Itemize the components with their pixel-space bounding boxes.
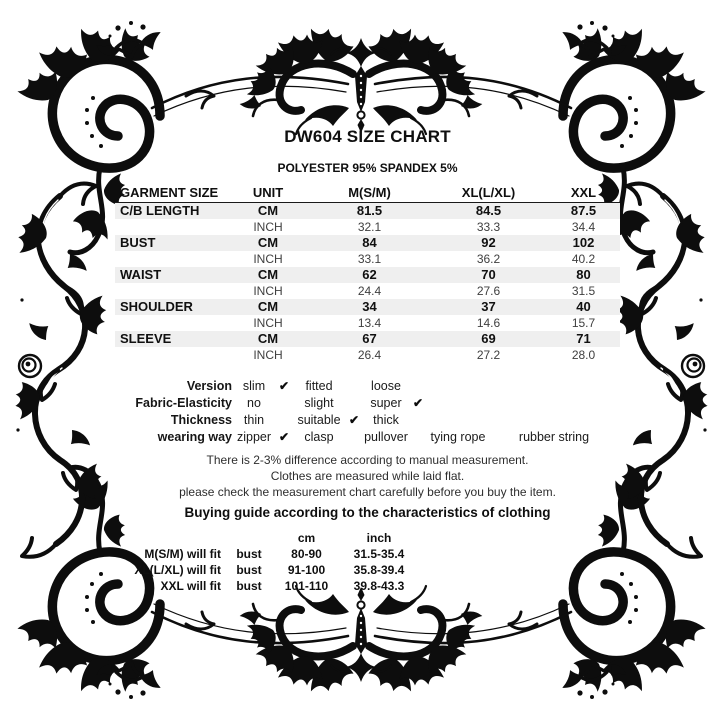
unit-cell: INCH: [227, 347, 309, 363]
value-cell: 102: [547, 235, 620, 251]
value-cell: 69: [430, 331, 547, 347]
attribute-option: super: [370, 395, 402, 410]
unit-cell: INCH: [227, 219, 309, 235]
value-cell: 70: [430, 267, 547, 283]
col-header-garment-size: GARMENT SIZE: [115, 184, 227, 203]
table-row: [115, 267, 620, 283]
page-title: DW604 SIZE CHART: [284, 127, 451, 146]
note-line: please check the measurement chart carefully before you buy the item.: [179, 485, 556, 499]
attribute-option: thick: [373, 412, 399, 427]
row-label: C/B LENGTH: [115, 203, 227, 220]
fit-cm-cell: 80-90: [291, 547, 322, 561]
note-line: There is 2-3% difference according to manual measurement.: [206, 453, 529, 467]
value-cell: 84.5: [430, 203, 547, 220]
fit-inch-cell: 35.8-39.4: [353, 563, 405, 577]
fit-table-header-row: [115, 530, 418, 546]
table-row: [115, 251, 620, 267]
check-icon: ✔: [412, 395, 424, 410]
table-row: [115, 347, 620, 363]
fit-inch-cell: 39.8-43.3: [353, 579, 405, 593]
unit-cell: INCH: [227, 315, 309, 331]
unit-cell: CM: [227, 267, 309, 283]
attribute-option: no: [247, 395, 261, 410]
value-cell: 40.2: [547, 251, 620, 267]
row-label: BUST: [115, 235, 227, 251]
attribute-label: Thickness: [170, 412, 232, 427]
value-cell: 67: [309, 331, 430, 347]
note-line: Clothes are measured while laid flat.: [270, 469, 465, 483]
size-table-header-row: [115, 184, 620, 203]
col-header-xl: XL(L/XL): [430, 184, 547, 203]
value-cell: 13.4: [309, 315, 430, 331]
fit-row-label: XL(L/XL) will fit: [134, 563, 221, 577]
row-label: [115, 283, 227, 299]
attribute-label: Fabric-Elasticity: [135, 395, 232, 410]
value-cell: 28.0: [547, 347, 620, 363]
unit-cell: INCH: [227, 251, 309, 267]
measurement-notes: [115, 452, 620, 520]
attribute-row-elasticity: [115, 394, 620, 411]
value-cell: 92: [430, 235, 547, 251]
row-label: [115, 347, 227, 363]
fit-cm-cell: 91-100: [287, 563, 326, 577]
fit-part-cell: bust: [236, 579, 262, 593]
value-cell: 36.2: [430, 251, 547, 267]
fabric-subtitle: POLYESTER 95% SPANDEX 5%: [277, 161, 458, 175]
value-cell: 33.3: [430, 219, 547, 235]
chart-content: [115, 0, 620, 720]
fit-part-cell: bust: [236, 563, 262, 577]
attribute-section: [115, 377, 620, 445]
unit-cell: CM: [227, 299, 309, 315]
empty-cell: [115, 530, 225, 546]
value-cell: 26.4: [309, 347, 430, 363]
fit-guide-table: [115, 530, 418, 594]
check-icon: ✔: [278, 378, 290, 393]
attribute-option: slim: [242, 378, 266, 393]
unit-cell: CM: [227, 203, 309, 220]
value-cell: 80: [547, 267, 620, 283]
value-cell: 81.5: [309, 203, 430, 220]
value-cell: 27.2: [430, 347, 547, 363]
fit-part-cell: bust: [236, 547, 262, 561]
attribute-row-thickness: [115, 411, 620, 428]
size-table: [115, 184, 620, 363]
attribute-option: slight: [304, 395, 334, 410]
value-cell: 15.7: [547, 315, 620, 331]
attribute-row-version: [115, 377, 620, 394]
row-label: [115, 219, 227, 235]
check-icon: ✔: [348, 412, 360, 427]
check-icon: ✔: [278, 429, 290, 444]
unit-cell: CM: [227, 235, 309, 251]
table-row: [115, 562, 418, 578]
col-header-cm: cm: [297, 531, 316, 545]
attribute-option: tying rope: [430, 429, 486, 444]
attribute-label: wearing way: [157, 429, 232, 444]
value-cell: 34.4: [547, 219, 620, 235]
attribute-option: zipper: [236, 429, 272, 444]
row-label: WAIST: [115, 267, 227, 283]
attribute-option: fitted: [305, 378, 333, 393]
value-cell: 33.1: [309, 251, 430, 267]
col-header-xxl: XXL: [547, 184, 620, 203]
value-cell: 37: [430, 299, 547, 315]
table-row: [115, 219, 620, 235]
table-row: [115, 315, 620, 331]
table-row: [115, 299, 620, 315]
row-label: [115, 251, 227, 267]
attribute-option: loose: [371, 378, 401, 393]
fit-row-label: XXL will fit: [160, 579, 221, 593]
value-cell: 24.4: [309, 283, 430, 299]
table-row: [115, 331, 620, 347]
value-cell: 14.6: [430, 315, 547, 331]
attribute-option: rubber string: [518, 429, 590, 444]
value-cell: 87.5: [547, 203, 620, 220]
table-row: [115, 235, 620, 251]
col-header-unit: UNIT: [227, 184, 309, 203]
value-cell: 27.6: [430, 283, 547, 299]
table-row: [115, 578, 418, 594]
fit-inch-cell: 31.5-35.4: [353, 547, 405, 561]
attribute-option: clasp: [304, 429, 334, 444]
table-row: [115, 546, 418, 562]
value-cell: 71: [547, 331, 620, 347]
value-cell: 34: [309, 299, 430, 315]
attribute-label: Version: [186, 378, 232, 393]
row-label: SHOULDER: [115, 299, 227, 315]
row-label: [115, 315, 227, 331]
unit-cell: INCH: [227, 283, 309, 299]
col-header-m: M(S/M): [309, 184, 430, 203]
row-label: SLEEVE: [115, 331, 227, 347]
buying-guide-title: Buying guide according to the characteristics of clothing: [184, 505, 551, 520]
value-cell: 31.5: [547, 283, 620, 299]
col-header-inch: inch: [366, 531, 392, 545]
attribute-option: thin: [243, 412, 265, 427]
value-cell: 84: [309, 235, 430, 251]
value-cell: 62: [309, 267, 430, 283]
empty-cell: [225, 530, 273, 546]
unit-cell: CM: [227, 331, 309, 347]
table-row: [115, 203, 620, 220]
fit-cm-cell: 101-110: [284, 579, 329, 593]
fit-row-label: M(S/M) will fit: [144, 547, 221, 561]
attribute-option: suitable: [297, 412, 341, 427]
value-cell: 32.1: [309, 219, 430, 235]
table-row: [115, 283, 620, 299]
attribute-row-wearing-way: [115, 428, 620, 445]
attribute-option: pullover: [364, 429, 408, 444]
value-cell: 40: [547, 299, 620, 315]
